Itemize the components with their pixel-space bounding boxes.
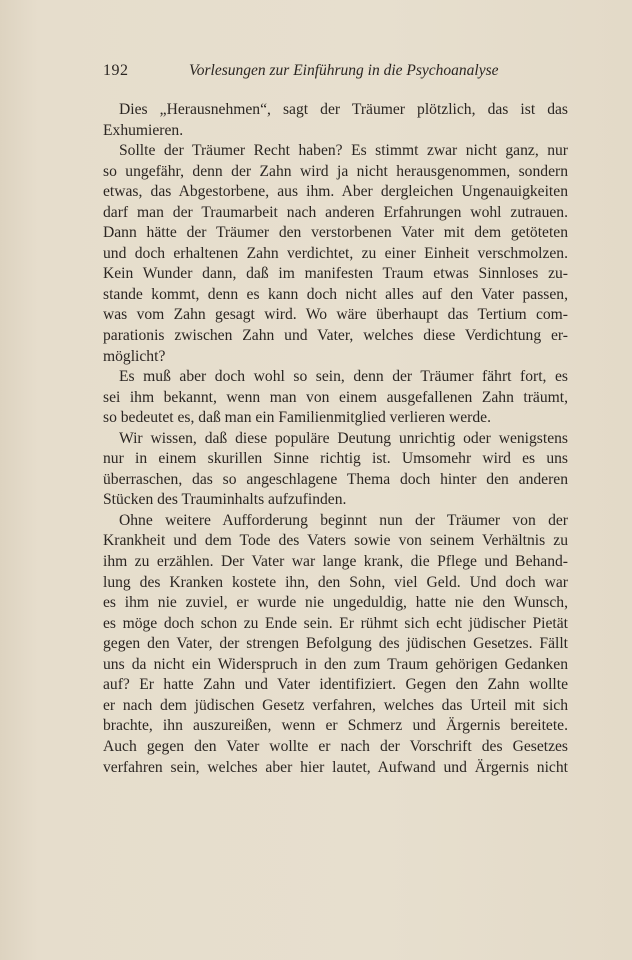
text-line: Es muß aber doch wohl so sein, denn der Träumer fährt fort, es xyxy=(119,368,568,386)
text-line: Wir wissen, daß diese populäre Deutung unrichtig oder wenigstens xyxy=(119,429,568,447)
text-line: überraschen, das so angeschlagene Thema doch hinter den anderen xyxy=(103,470,568,488)
text-line: Krankheit und dem Tode des Vaters sowie von seinem Verhältnis zu xyxy=(103,532,568,550)
text-line: lung des Kranken kostete ihn, den Sohn, viel Geld. Und doch war xyxy=(103,573,568,591)
text-line: darf man der Traumarbeit nach anderen Erfahrungen wohl zutrauen. xyxy=(103,203,568,221)
text-line: Sollte der Träumer Recht haben? Es stimmt zwar nicht ganz, nur xyxy=(119,142,568,160)
page-number: 192 xyxy=(103,62,129,79)
text-line: so bedeutet es, daß man ein Familienmitglied verlieren werde. xyxy=(103,409,491,427)
text-line: etwas, das Abgestorbene, aus ihm. Aber dergleichen Ungenauigkeiten xyxy=(103,183,568,201)
text-line: er nach dem jüdischen Gesetz verfahren, welches das Urteil mit sich xyxy=(103,696,568,714)
running-head: Vorlesungen zur Einführung in die Psychoanalyse xyxy=(189,62,499,79)
text-line: was vom Zahn gesagt wird. Wo wäre überhaupt das Tertium com- xyxy=(103,306,568,324)
text-line: möglicht? xyxy=(103,347,166,365)
text-line: es möge doch schon zu Ende sein. Er rühmt sich echt jüdischer Pietät xyxy=(103,614,568,632)
text-line: es ihm nie zuviel, er wurde nie ungeduldig, hatte nie den Wunsch, xyxy=(103,594,568,612)
body-text xyxy=(103,100,568,778)
text-line: stande kommt, denn es kann doch nicht alles auf den Vater passen, xyxy=(103,285,568,303)
text-line: auf? Er hatte Zahn und Vater identifiziert. Gegen den Zahn wollte xyxy=(103,676,568,694)
text-line: nur in einem skurillen Sinne richtig ist. Umsomehr wird es uns xyxy=(103,450,568,468)
text-line: so ungefähr, denn der Zahn wird ja nicht herausgenommen, sondern xyxy=(103,162,568,180)
text-line: Dann hätte der Träumer den verstorbenen Vater mit dem getöteten xyxy=(103,224,568,242)
text-line: sei ihm bekannt, wenn man von einem ausgefallenen Zahn träumt, xyxy=(103,388,568,406)
text-line: Ohne weitere Aufforderung beginnt nun der Träumer von der xyxy=(119,511,568,529)
text-line: parationis zwischen Zahn und Vater, welches diese Verdichtung er- xyxy=(103,327,568,345)
page-header xyxy=(103,62,563,86)
text-line: ihm zu erzählen. Der Vater war lange krank, die Pflege und Behand- xyxy=(103,553,568,571)
text-line: und doch erhaltenen Zahn verdichtet, zu einer Einheit verschmolzen. xyxy=(103,244,568,262)
text-line: Auch gegen den Vater wollte er nach der Vorschrift des Gesetzes xyxy=(103,737,568,755)
text-line: Stücken des Trauminhalts aufzufinden. xyxy=(103,491,347,509)
text-line: uns da nicht ein Widerspruch in den zum Traum gehörigen Gedanken xyxy=(103,655,568,673)
text-line: brachte, ihn auszureißen, wenn er Schmerz und Ärgernis bereitete. xyxy=(103,717,568,735)
text-line: verfahren sein, welches aber hier lautet, Aufwand und Ärgernis nicht xyxy=(103,758,568,776)
text-line: gegen den Vater, der strengen Befolgung des jüdischen Gesetzes. Fällt xyxy=(103,635,568,653)
text-line: Exhumieren. xyxy=(103,121,184,139)
text-line: Dies „Herausnehmen“, sagt der Träumer plötzlich, das ist das xyxy=(119,101,568,118)
text-line: Kein Wunder dann, daß im manifesten Traum etwas Sinnloses zu- xyxy=(103,265,568,283)
